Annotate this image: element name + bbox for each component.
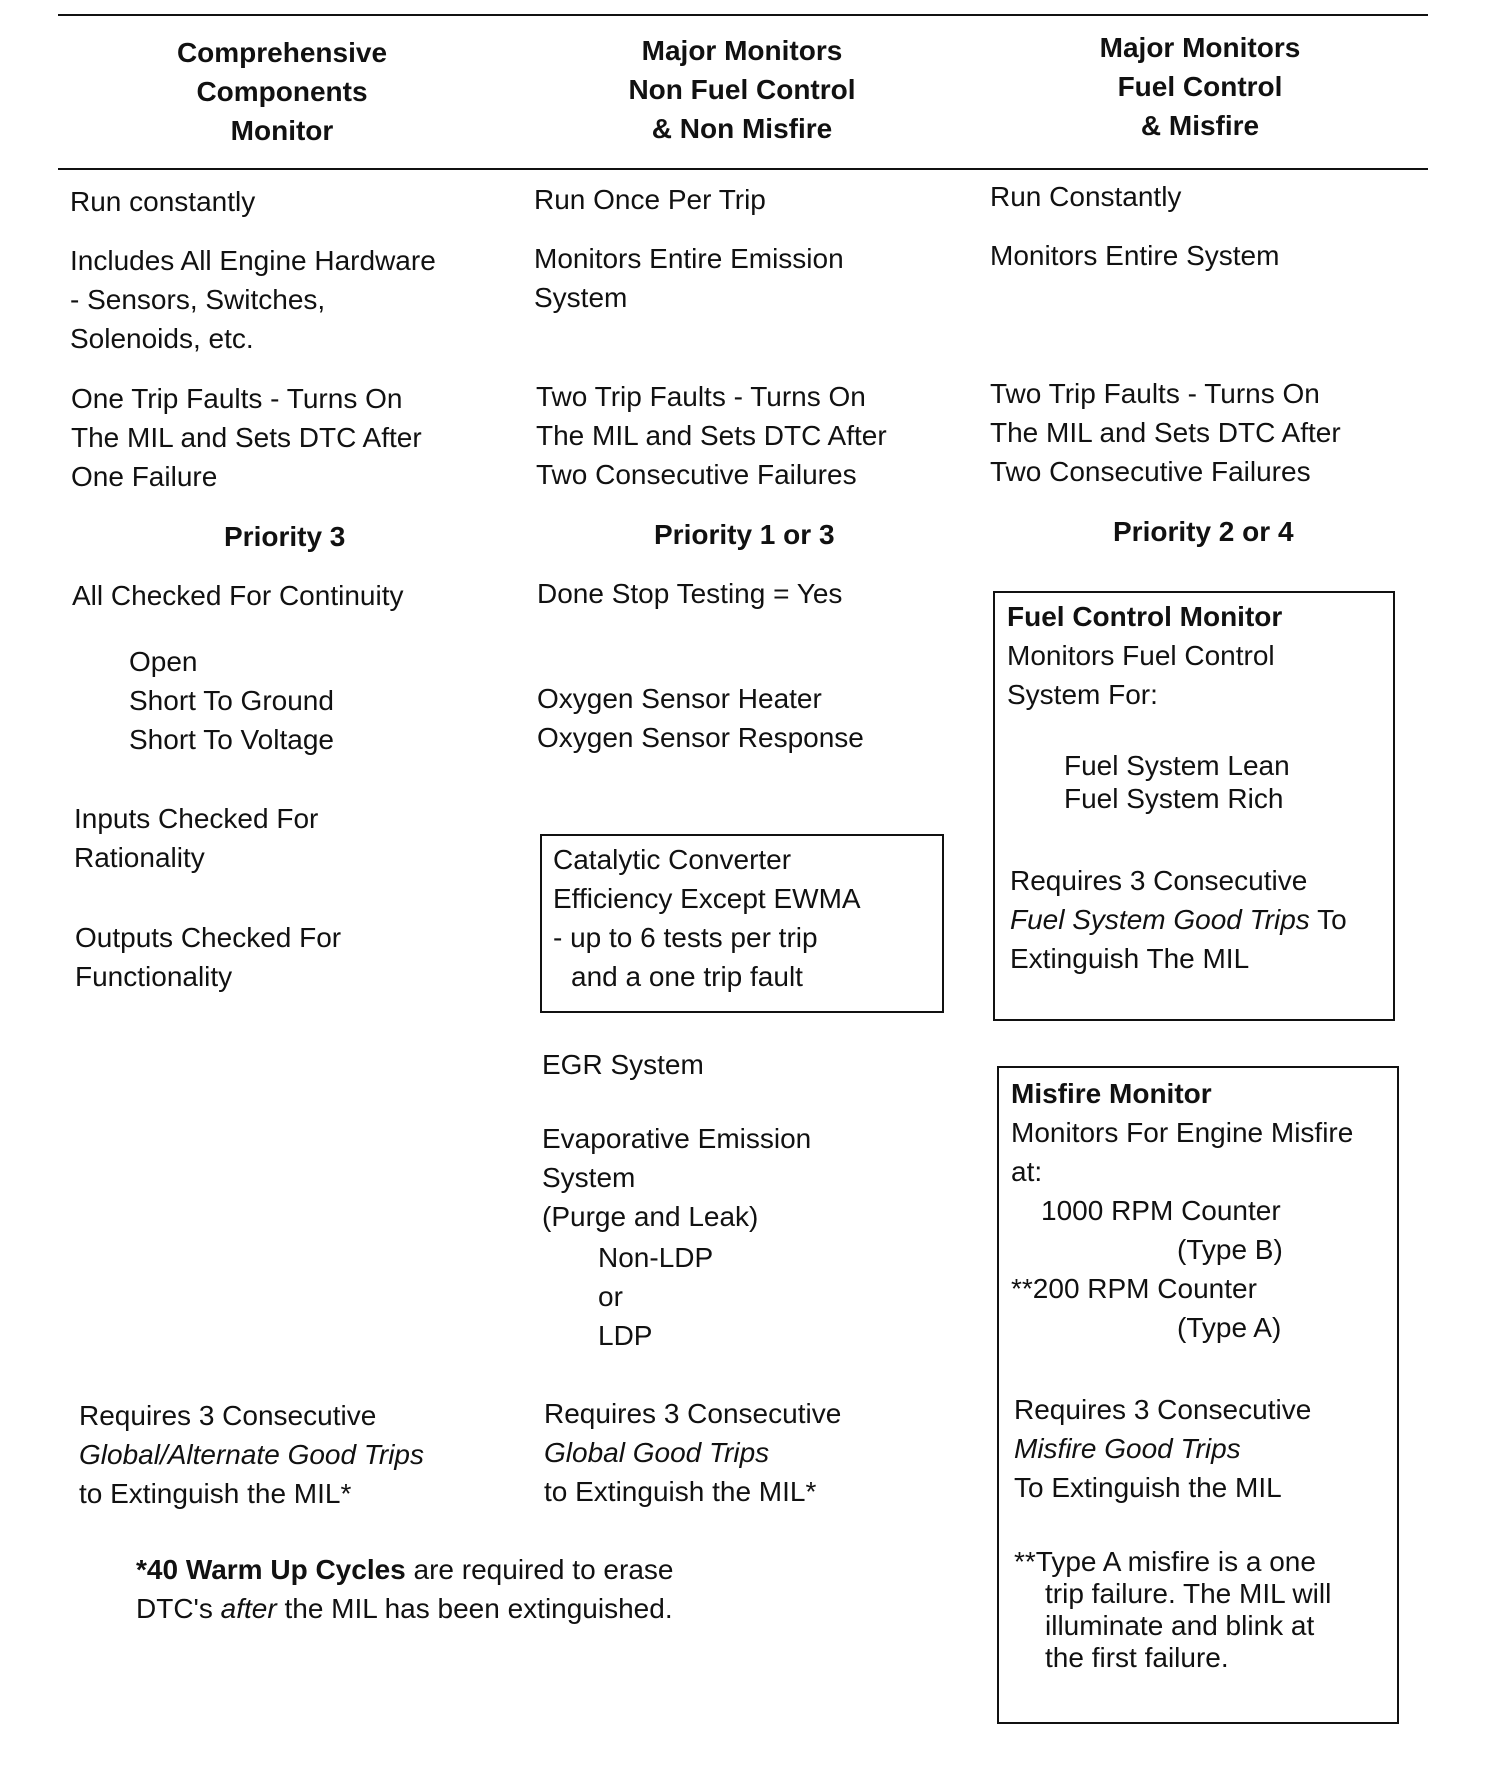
col1-continuity: All Checked For Continuity — [72, 580, 404, 611]
text-line: The MIL and Sets DTC After — [990, 417, 1341, 448]
text-line: Two Consecutive Failures — [990, 456, 1311, 487]
text-line: Inputs Checked For — [74, 803, 319, 834]
text-line: One Trip Faults - Turns On — [71, 383, 403, 414]
header-line: Comprehensive — [176, 37, 388, 68]
text-line — [1010, 900, 1347, 939]
header-line: Major Monitors — [641, 35, 843, 66]
header-line: & Misfire — [1140, 110, 1260, 141]
text-line: Solenoids, etc. — [70, 323, 254, 354]
misfire-monitor-text — [1011, 1074, 1353, 1347]
col2-requires — [544, 1394, 841, 1511]
text-line: Monitors Entire Emission — [534, 243, 844, 274]
fuel-control-monitor-title: Fuel Control Monitor — [1007, 601, 1283, 632]
misfire-note — [1014, 1546, 1331, 1674]
text-line: Monitors Fuel Control — [1007, 640, 1275, 671]
text-line: **Type A misfire is a one — [1014, 1546, 1316, 1577]
top-rule — [58, 14, 1428, 16]
list-item: Non-LDP — [598, 1242, 714, 1273]
text-line: Monitors For Engine Misfire — [1011, 1117, 1354, 1148]
col2-evaporative — [542, 1119, 811, 1236]
text-line: the first failure. — [1045, 1642, 1229, 1673]
col2-done-stop-testing: Done Stop Testing = Yes — [537, 578, 843, 609]
header-line: Monitor — [230, 115, 334, 146]
text-line: The MIL and Sets DTC After — [71, 422, 422, 453]
italic-span: Fuel System Good Trips — [1010, 904, 1310, 935]
text-line: Functionality — [75, 961, 233, 992]
fuel-system-items — [1064, 749, 1290, 815]
text-line: illuminate and blink at — [1045, 1610, 1315, 1641]
list-item: or — [598, 1281, 623, 1312]
text-line: Oxygen Sensor Heater — [537, 683, 822, 714]
text-span: are required to erase — [405, 1554, 674, 1585]
text-line: Global Good Trips — [544, 1437, 770, 1468]
text-line: - Sensors, Switches, — [70, 284, 326, 315]
text-span: To — [1309, 904, 1347, 935]
col3-monitors: Monitors Entire System — [990, 240, 1280, 271]
catalytic-converter-text — [553, 840, 861, 996]
text-line: Two Trip Faults - Turns On — [536, 381, 866, 412]
list-item: Short To Voltage — [129, 724, 334, 755]
text-line — [136, 1550, 673, 1589]
header-line: Major Monitors — [1099, 32, 1301, 63]
text-line: (Purge and Leak) — [542, 1201, 759, 1232]
header-non-fuel-control — [572, 31, 912, 148]
header-fuel-control-misfire — [1030, 28, 1370, 145]
list-item: Fuel System Rich — [1064, 783, 1284, 814]
col2-monitors — [534, 239, 844, 317]
col3-faults — [990, 374, 1341, 491]
list-item: Fuel System Lean — [1064, 750, 1290, 781]
text-line: Includes All Engine Hardware — [70, 245, 436, 276]
col2-evap-items — [598, 1238, 713, 1355]
col2-priority: Priority 1 or 3 — [654, 519, 835, 550]
col2-oxygen-sensor — [537, 679, 864, 757]
col1-run: Run constantly — [70, 186, 256, 217]
footnote-bold: *40 Warm Up Cycles — [136, 1554, 406, 1585]
text-line: To Extinguish the MIL — [1014, 1472, 1282, 1503]
header-line: Fuel Control — [1117, 71, 1283, 102]
header-line: & Non Misfire — [651, 113, 833, 144]
col1-continuity-items — [129, 642, 334, 759]
header-line: Non Fuel Control — [628, 74, 856, 105]
text-span: DTC's — [136, 1593, 221, 1624]
fuel-control-monitor-text — [1007, 597, 1282, 714]
text-line: Outputs Checked For — [75, 922, 342, 953]
text-line: One Failure — [71, 461, 218, 492]
text-line: System — [542, 1162, 636, 1193]
warm-up-footnote — [136, 1550, 673, 1628]
text-line — [136, 1589, 673, 1628]
text-line: trip failure. The MIL will — [1045, 1578, 1332, 1609]
list-item: Short To Ground — [129, 685, 334, 716]
col1-priority: Priority 3 — [224, 521, 346, 552]
text-line: Requires 3 Consecutive — [1014, 1394, 1312, 1425]
text-line: Catalytic Converter — [553, 844, 792, 875]
text-line: Oxygen Sensor Response — [537, 722, 864, 753]
fuel-control-requires — [1010, 861, 1347, 978]
list-item: Open — [129, 646, 198, 677]
text-line: and a one trip fault — [571, 961, 803, 992]
col1-faults — [71, 379, 422, 496]
rpm-type-b: (Type B) — [1177, 1234, 1283, 1265]
text-line: Global/Alternate Good Trips — [79, 1439, 424, 1470]
text-line: Requires 3 Consecutive — [1010, 865, 1308, 896]
text-line: System — [534, 282, 628, 313]
col1-requires — [79, 1396, 424, 1513]
text-line: Extinguish The MIL — [1010, 943, 1250, 974]
misfire-monitor-title: Misfire Monitor — [1011, 1078, 1212, 1109]
text-line: The MIL and Sets DTC After — [536, 420, 887, 451]
text-line: - up to 6 tests per trip — [553, 922, 818, 953]
header-line: Components — [196, 76, 368, 107]
col2-faults — [536, 377, 887, 494]
text-line: Requires 3 Consecutive — [544, 1398, 842, 1429]
text-line: Misfire Good Trips — [1014, 1433, 1241, 1464]
misfire-requires — [1014, 1390, 1311, 1507]
header-rule — [58, 168, 1428, 170]
col3-priority: Priority 2 or 4 — [1113, 516, 1294, 547]
text-line: Two Consecutive Failures — [536, 459, 857, 490]
col1-inputs — [74, 799, 318, 877]
text-line: Two Trip Faults - Turns On — [990, 378, 1320, 409]
text-line: at: — [1011, 1156, 1043, 1187]
col2-run: Run Once Per Trip — [534, 184, 766, 215]
text-line: Evaporative Emission — [542, 1123, 812, 1154]
col1-outputs — [75, 918, 341, 996]
col1-includes — [70, 241, 436, 358]
italic-span: after — [220, 1593, 277, 1624]
text-line: to Extinguish the MIL* — [544, 1476, 817, 1507]
rpm-type-a: (Type A) — [1177, 1312, 1282, 1343]
text-line: Rationality — [74, 842, 205, 873]
col2-egr-system: EGR System — [542, 1049, 704, 1080]
header-comprehensive-components — [112, 33, 452, 150]
text-line: Requires 3 Consecutive — [79, 1400, 377, 1431]
rpm-counter-1000: 1000 RPM Counter — [1041, 1195, 1281, 1226]
list-item: LDP — [598, 1320, 653, 1351]
text-line: to Extinguish the MIL* — [79, 1478, 352, 1509]
text-span: the MIL has been extinguished. — [276, 1593, 673, 1624]
rpm-counter-200: **200 RPM Counter — [1011, 1273, 1257, 1304]
text-line: System For: — [1007, 679, 1158, 710]
text-line: Efficiency Except EWMA — [553, 883, 861, 914]
col3-run: Run Constantly — [990, 181, 1182, 212]
